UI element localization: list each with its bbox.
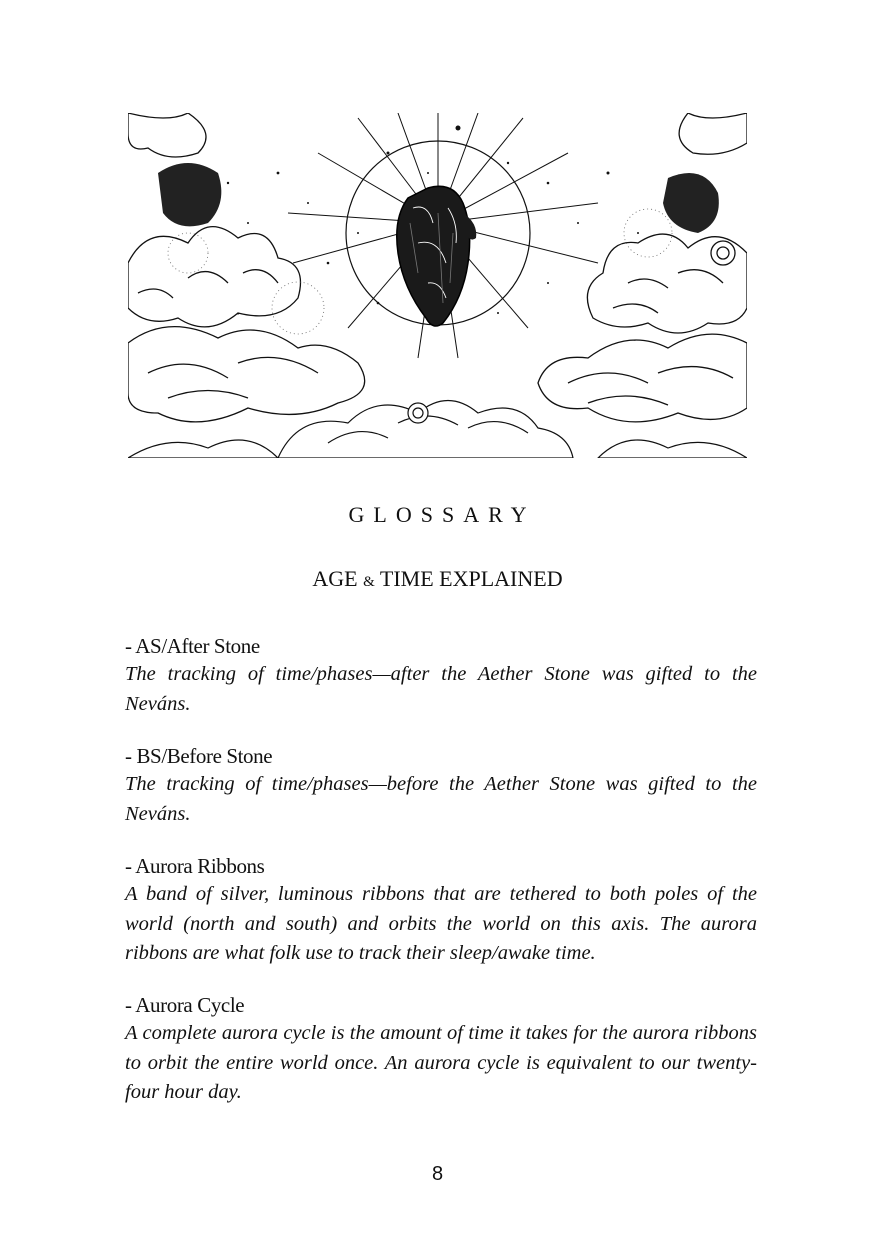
stone-clouds-engraving — [128, 113, 747, 458]
glossary-term: - Aurora Ribbons — [125, 854, 265, 878]
section-label: GLOSSARY — [348, 502, 536, 527]
glossary-entry — [125, 742, 757, 829]
glossary-entry — [125, 852, 757, 969]
glossary-term: - BS/Before Stone — [125, 744, 273, 768]
glossary-entry — [125, 991, 757, 1108]
glossary-term: - Aurora Cycle — [125, 993, 245, 1017]
glossary-definition: A band of silver, luminous ribbons that are tethered to both poles of the world (north and south) and orbits the world on this axis. The aurora ribbons are what folk use to track their sleep/awake time. — [125, 883, 757, 964]
title-part-1: AGE — [312, 566, 364, 591]
glossary-definition: The tracking of time/phases—after the Aether Stone was gifted to the Neváns. — [125, 663, 757, 715]
glossary-term: - AS/After Stone — [125, 634, 260, 658]
page-title — [0, 566, 875, 592]
glossary-entry — [125, 632, 757, 719]
page-number: 8 — [431, 1163, 444, 1185]
title-part-2: TIME EXPLAINED — [374, 566, 563, 591]
glossary-definition: A complete aurora cycle is the amount of time it takes for the aurora ribbons to orbit the entire world once. An aurora cycle is equivalent to our twenty-four hour day. — [125, 1022, 757, 1103]
glossary-definition: The tracking of time/phases—before the Aether Stone was gifted to the Neváns. — [125, 773, 757, 825]
floating-stone-illustration — [128, 113, 747, 458]
title-ampersand: & — [363, 574, 375, 590]
